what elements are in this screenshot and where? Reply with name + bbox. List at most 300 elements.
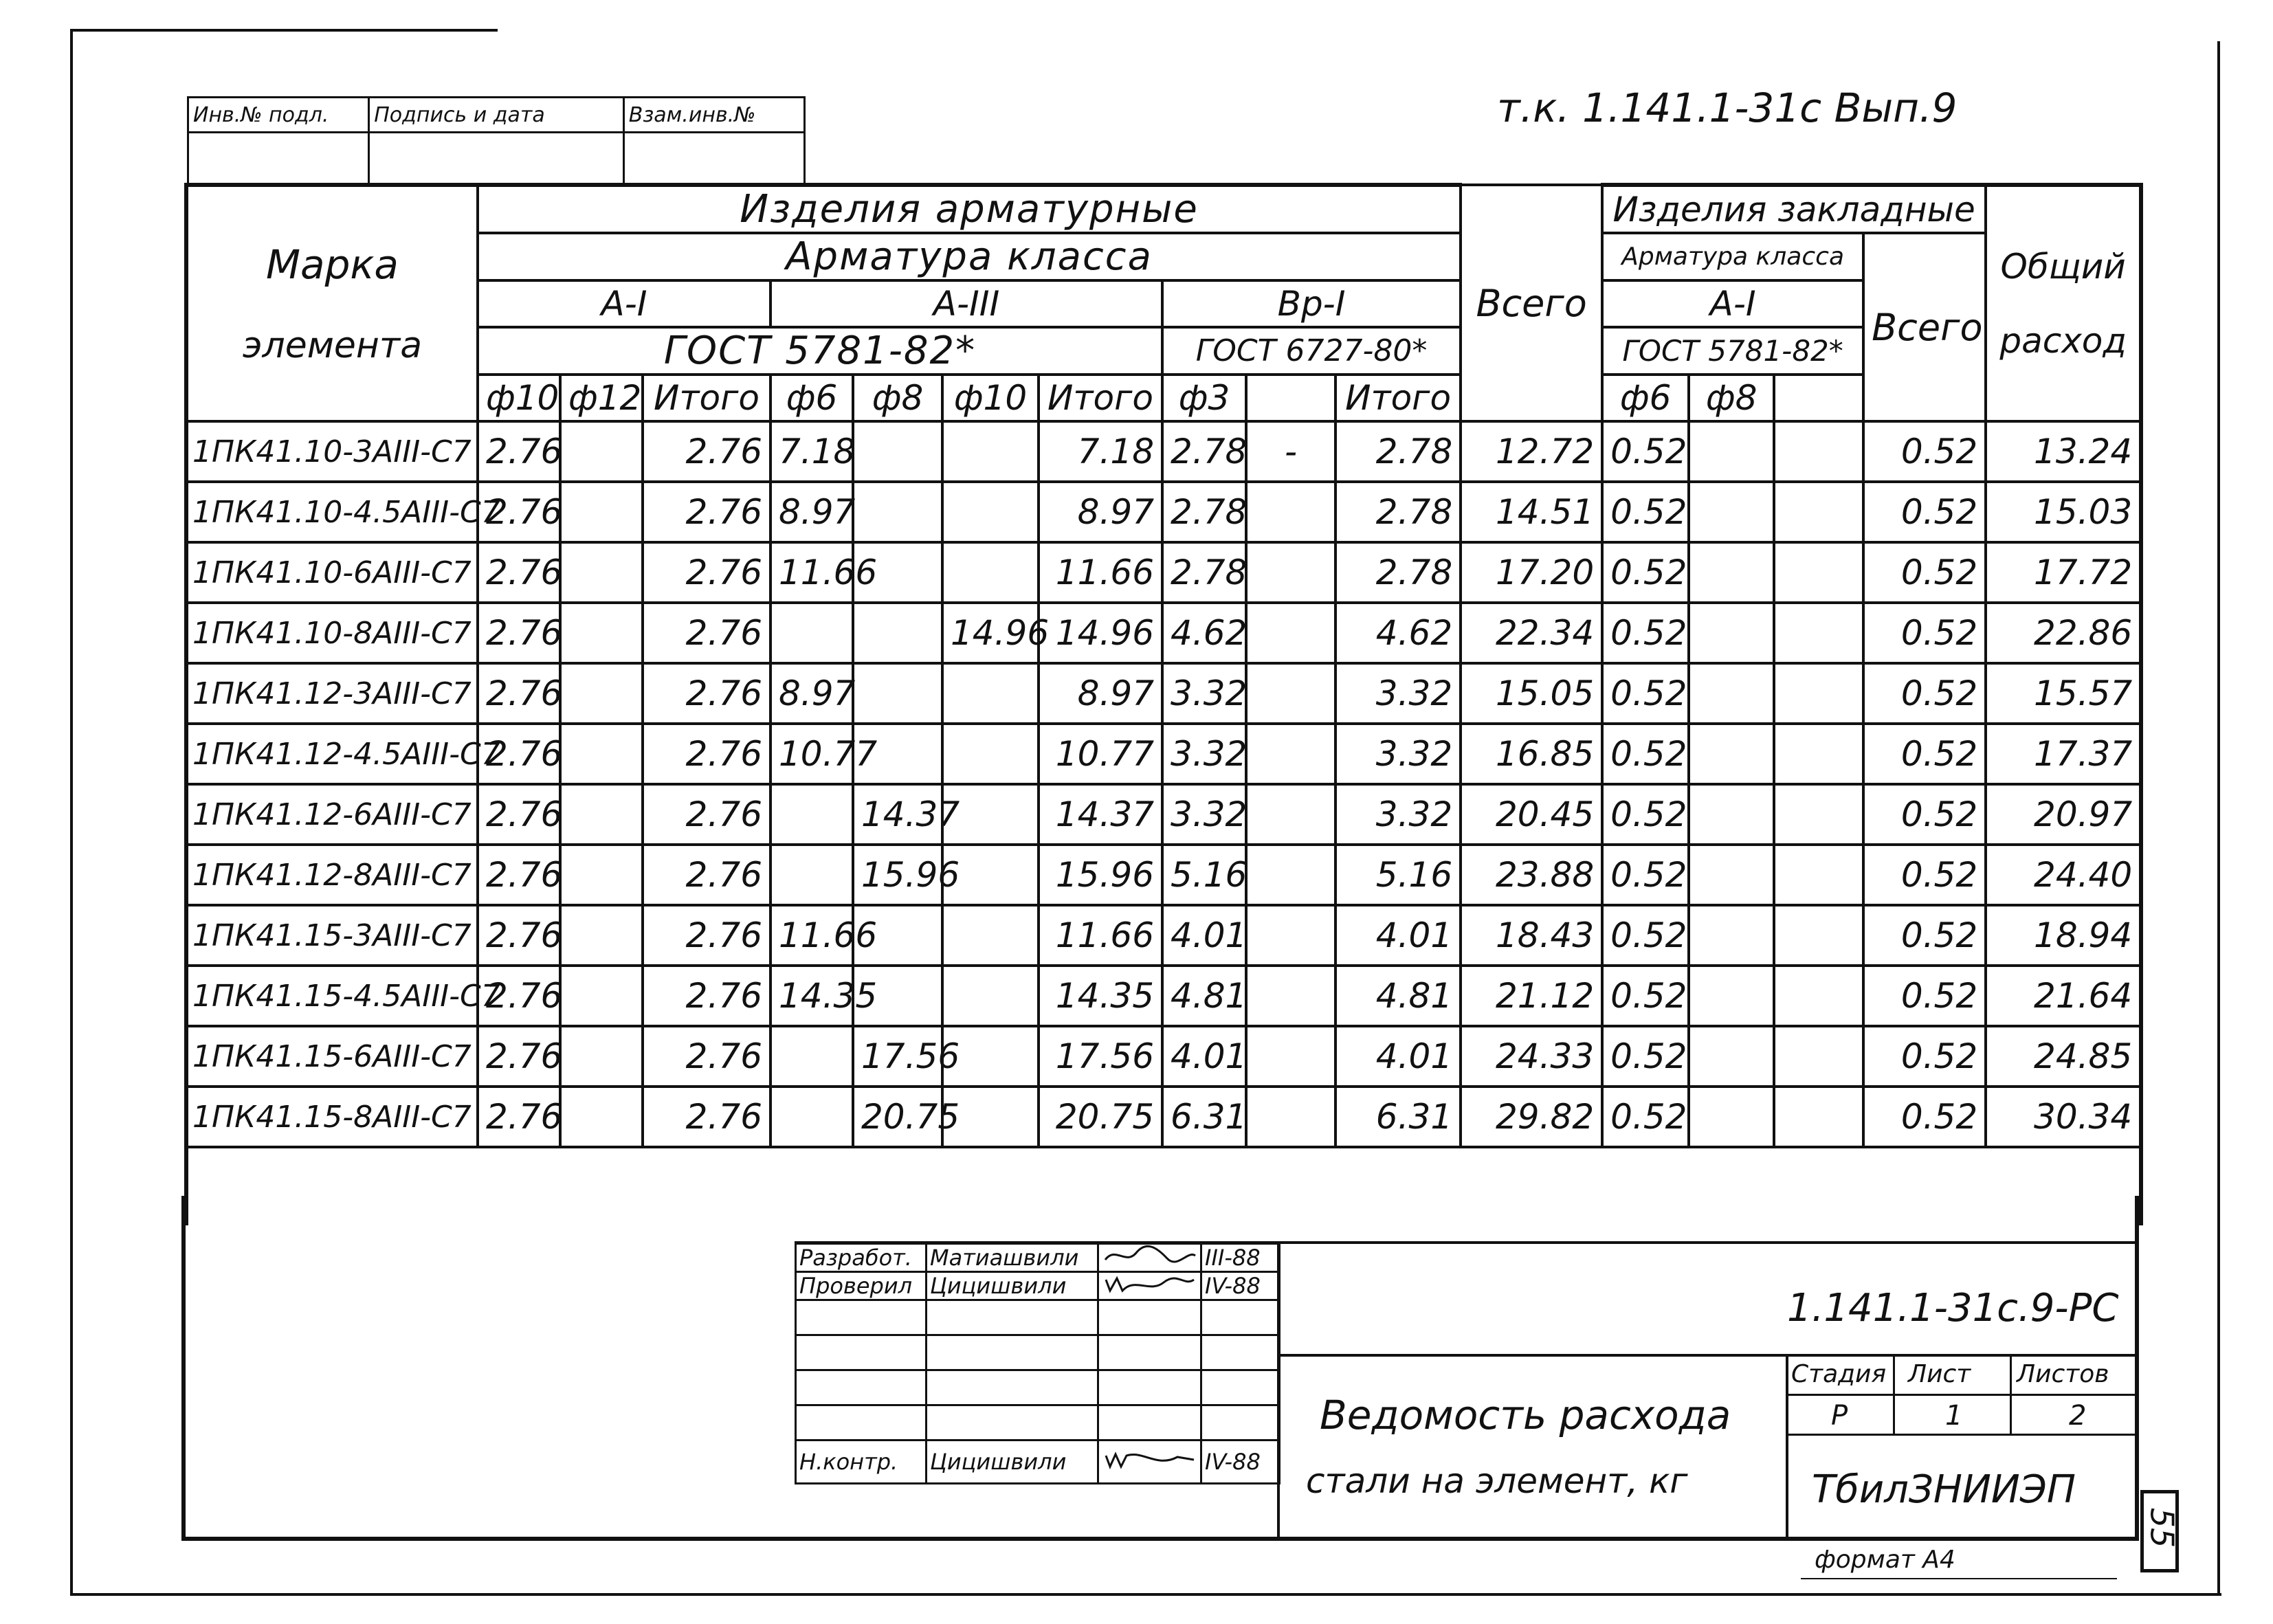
row-mark: 1ПК41.15-4.5АIII-С7 xyxy=(186,966,478,1026)
header-embedded-total: Всего xyxy=(1863,233,1986,421)
cell-all: 13.24 xyxy=(1986,421,2141,482)
row-mark: 1ПК41.15-6АIII-С7 xyxy=(186,1026,478,1087)
header-embedded-gost: ГОСТ 5781-82* xyxy=(1602,327,1863,375)
blank-cell xyxy=(796,1370,927,1405)
date-norm-control: IV-88 xyxy=(1201,1441,1280,1484)
row-mark: 1ПК41.12-4.5АIII-С7 xyxy=(186,724,478,784)
table-row xyxy=(186,845,2141,905)
cell-tot: 15.05 xyxy=(1461,663,1602,724)
cell-f10b xyxy=(942,724,1039,784)
cell-f8 xyxy=(853,421,942,482)
cell-f10b xyxy=(942,542,1039,603)
cell-f12 xyxy=(560,784,643,845)
cell-f12 xyxy=(560,1026,643,1087)
cell-x: - xyxy=(1246,421,1335,482)
cell-f10b xyxy=(942,966,1039,1026)
header-class-a1: A-I xyxy=(478,280,770,327)
row-mark: 1ПК41.15-8АIII-С7 xyxy=(186,1087,478,1147)
cell-f8 xyxy=(853,482,942,542)
row-mark: 1ПК41.10-4.5АIII-С7 xyxy=(186,482,478,542)
cell-f10b xyxy=(942,663,1039,724)
col-embedded-blank xyxy=(1774,375,1863,421)
blank-cell xyxy=(1098,1405,1201,1441)
cell-f3: 5.16 xyxy=(1162,845,1246,905)
cell-f6: 8.97 xyxy=(770,663,853,724)
sheets-header: Листов xyxy=(2017,1360,2109,1388)
cell-all: 24.40 xyxy=(1986,845,2141,905)
cell-tot: 24.33 xyxy=(1461,1026,1602,1087)
blank-cell xyxy=(1201,1335,1280,1370)
table-row xyxy=(186,542,2141,603)
cell-it3: 4.62 xyxy=(1335,603,1461,663)
cell-tot: 18.43 xyxy=(1461,905,1602,966)
cell-it1: 2.76 xyxy=(643,784,770,845)
blank-cell xyxy=(927,1370,1098,1405)
cell-f12 xyxy=(560,663,643,724)
cell-f3: 3.32 xyxy=(1162,663,1246,724)
cell-z3 xyxy=(1774,421,1863,482)
cell-z3 xyxy=(1774,905,1863,966)
cell-zf8 xyxy=(1689,663,1774,724)
cell-f8 xyxy=(853,603,942,663)
table-row xyxy=(186,905,2141,966)
cell-f12 xyxy=(560,905,643,966)
cell-it2: 11.66 xyxy=(1039,905,1162,966)
cell-f12 xyxy=(560,603,643,663)
cell-f10: 2.76 xyxy=(478,845,560,905)
document-code: 1.141.1-31с.9-РС xyxy=(1787,1286,2119,1331)
cell-zf6: 0.52 xyxy=(1602,482,1689,542)
cell-it2: 20.75 xyxy=(1039,1087,1162,1147)
cell-x xyxy=(1246,1087,1335,1147)
corner-replace-label: Взам.инв.№ xyxy=(623,98,804,133)
col-itogo-a3: Итого xyxy=(1039,375,1162,421)
series-label: т.к. 1.141.1-31с Вып.9 xyxy=(1497,85,1958,131)
cell-zf6: 0.52 xyxy=(1602,663,1689,724)
cell-f12 xyxy=(560,482,643,542)
cell-zf6: 0.52 xyxy=(1602,724,1689,784)
cell-zf8 xyxy=(1689,542,1774,603)
corner-stamp xyxy=(187,96,806,185)
table-row xyxy=(186,603,2141,663)
header-mark xyxy=(186,185,478,421)
cell-x xyxy=(1246,784,1335,845)
cell-all: 22.86 xyxy=(1986,603,2141,663)
cell-f8: 20.75 xyxy=(853,1087,942,1147)
table-row xyxy=(186,1087,2141,1147)
corner-cell xyxy=(369,133,624,184)
date-checker: IV-88 xyxy=(1201,1272,1280,1300)
cell-f10b xyxy=(942,482,1039,542)
cell-f10: 2.76 xyxy=(478,421,560,482)
col-embedded-f8: ф8 xyxy=(1689,375,1774,421)
cell-zf6: 0.52 xyxy=(1602,1087,1689,1147)
cell-f3: 6.31 xyxy=(1162,1087,1246,1147)
cell-tot: 21.12 xyxy=(1461,966,1602,1026)
cell-f10b xyxy=(942,905,1039,966)
steel-consumption-table xyxy=(184,183,2143,1225)
organization: ТбилЗНИИЭП xyxy=(1812,1467,2076,1512)
cell-ztot: 0.52 xyxy=(1863,966,1986,1026)
blank-cell xyxy=(1098,1300,1201,1335)
blank-cell xyxy=(1201,1300,1280,1335)
cell-it3: 2.78 xyxy=(1335,482,1461,542)
cell-all: 15.03 xyxy=(1986,482,2141,542)
role-checker: Проверил xyxy=(796,1272,927,1300)
cell-it3: 3.32 xyxy=(1335,724,1461,784)
stage-values-line xyxy=(1786,1434,2139,1436)
cell-it3: 3.32 xyxy=(1335,663,1461,724)
blank-cell xyxy=(1098,1370,1201,1405)
cell-x xyxy=(1246,663,1335,724)
col-f3: ф3 xyxy=(1162,375,1246,421)
sheet-bottom-edge xyxy=(181,1537,2139,1541)
role-developer: Разработ. xyxy=(796,1244,927,1272)
cell-x xyxy=(1246,845,1335,905)
cell-f6 xyxy=(770,1026,853,1087)
frame-right-line xyxy=(2217,41,2220,1594)
cell-tot: 14.51 xyxy=(1461,482,1602,542)
cell-it2: 15.96 xyxy=(1039,845,1162,905)
cell-f3: 3.32 xyxy=(1162,724,1246,784)
cell-zf6: 0.52 xyxy=(1602,603,1689,663)
cell-f3: 2.78 xyxy=(1162,421,1246,482)
cell-f12 xyxy=(560,1087,643,1147)
blank-cell xyxy=(927,1300,1098,1335)
cell-f3: 4.62 xyxy=(1162,603,1246,663)
table-row xyxy=(186,663,2141,724)
cell-zf8 xyxy=(1689,784,1774,845)
col-f6: ф6 xyxy=(770,375,853,421)
signature-norm-control xyxy=(1098,1441,1201,1484)
cell-zf8 xyxy=(1689,966,1774,1026)
cell-ztot: 0.52 xyxy=(1863,845,1986,905)
cell-f3: 2.78 xyxy=(1162,482,1246,542)
cell-it3: 2.78 xyxy=(1335,542,1461,603)
cell-it2: 14.35 xyxy=(1039,966,1162,1026)
cell-f6: 11.66 xyxy=(770,905,853,966)
cell-f10: 2.76 xyxy=(478,784,560,845)
col-f10-a3: ф10 xyxy=(942,375,1039,421)
cell-f12 xyxy=(560,421,643,482)
signature-developer xyxy=(1098,1244,1201,1272)
cell-it2: 17.56 xyxy=(1039,1026,1162,1087)
cell-zf6: 0.52 xyxy=(1602,966,1689,1026)
cell-x xyxy=(1246,542,1335,603)
row-mark: 1ПК41.12-6АIII-С7 xyxy=(186,784,478,845)
row-mark: 1ПК41.12-8АIII-С7 xyxy=(186,845,478,905)
cell-ztot: 0.52 xyxy=(1863,603,1986,663)
corner-cell xyxy=(188,133,369,184)
name-developer: Матиашвили xyxy=(927,1244,1098,1272)
cell-f3: 4.01 xyxy=(1162,1026,1246,1087)
col-f8: ф8 xyxy=(853,375,942,421)
cell-zf8 xyxy=(1689,482,1774,542)
title-stage-divider xyxy=(1786,1354,1788,1539)
cell-zf6: 0.52 xyxy=(1602,905,1689,966)
col-itogo-bp1: Итого xyxy=(1335,375,1461,421)
cell-tot: 29.82 xyxy=(1461,1087,1602,1147)
cell-all: 20.97 xyxy=(1986,784,2141,845)
cell-f10: 2.76 xyxy=(478,542,560,603)
row-mark: 1ПК41.10-6АIII-С7 xyxy=(186,542,478,603)
cell-x xyxy=(1246,1026,1335,1087)
cell-it1: 2.76 xyxy=(643,603,770,663)
cell-x xyxy=(1246,966,1335,1026)
cell-tot: 20.45 xyxy=(1461,784,1602,845)
sheet-right-edge xyxy=(2135,1196,2139,1541)
signature-checker xyxy=(1098,1272,1201,1300)
sheets-value: 2 xyxy=(2069,1400,2087,1432)
top-left-rule xyxy=(71,29,498,32)
cell-all: 18.94 xyxy=(1986,905,2141,966)
cell-it1: 2.76 xyxy=(643,663,770,724)
cell-all: 17.37 xyxy=(1986,724,2141,784)
frame-bottom-line xyxy=(70,1593,2221,1596)
cell-f6: 7.18 xyxy=(770,421,853,482)
col-blank xyxy=(1246,375,1335,421)
title-divider-v xyxy=(1277,1241,1280,1539)
cell-f6: 11.66 xyxy=(770,542,853,603)
cell-it1: 2.76 xyxy=(643,966,770,1026)
name-checker: Цицишвили xyxy=(927,1272,1098,1300)
cell-f12 xyxy=(560,845,643,905)
format-underline xyxy=(1801,1578,2117,1579)
cell-f6 xyxy=(770,784,853,845)
cell-it1: 2.76 xyxy=(643,482,770,542)
cell-zf6: 0.52 xyxy=(1602,421,1689,482)
corner-inv-label: Инв.№ подл. xyxy=(188,98,369,133)
corner-cell xyxy=(623,133,804,184)
cell-it3: 2.78 xyxy=(1335,421,1461,482)
table-row xyxy=(186,966,2141,1026)
cell-f3: 3.32 xyxy=(1162,784,1246,845)
cell-f10b xyxy=(942,421,1039,482)
header-gost-5781: ГОСТ 5781-82* xyxy=(478,327,1162,375)
cell-it2: 10.77 xyxy=(1039,724,1162,784)
cell-it3: 3.32 xyxy=(1335,784,1461,845)
cell-it1: 2.76 xyxy=(643,905,770,966)
cell-f12 xyxy=(560,966,643,1026)
cell-f3: 4.01 xyxy=(1162,905,1246,966)
cell-f8: 17.56 xyxy=(853,1026,942,1087)
cell-zf8 xyxy=(1689,1026,1774,1087)
header-embedded-a1: A-I xyxy=(1602,280,1863,327)
cell-f6: 14.35 xyxy=(770,966,853,1026)
table-blank-row xyxy=(186,1147,2141,1225)
cell-it1: 2.76 xyxy=(643,542,770,603)
header-gost-6727: ГОСТ 6727-80* xyxy=(1162,327,1461,375)
cell-tot: 12.72 xyxy=(1461,421,1602,482)
blank-cell xyxy=(927,1405,1098,1441)
document-title-line2: стали на элемент, кг xyxy=(1306,1461,1688,1501)
cell-z3 xyxy=(1774,663,1863,724)
blank-cell xyxy=(796,1335,927,1370)
cell-it3: 4.01 xyxy=(1335,1026,1461,1087)
cell-ztot: 0.52 xyxy=(1863,1026,1986,1087)
stage-value: Р xyxy=(1831,1400,1848,1432)
cell-ztot: 0.52 xyxy=(1863,724,1986,784)
cell-f6 xyxy=(770,603,853,663)
cell-zf6: 0.52 xyxy=(1602,542,1689,603)
blank-cell xyxy=(186,1147,2141,1225)
cell-f3: 4.81 xyxy=(1162,966,1246,1026)
cell-it3: 4.81 xyxy=(1335,966,1461,1026)
cell-f6: 10.77 xyxy=(770,724,853,784)
cell-x xyxy=(1246,482,1335,542)
cell-all: 17.72 xyxy=(1986,542,2141,603)
header-common-line1: Общий xyxy=(2000,246,2126,287)
format-label: формат А4 xyxy=(1815,1546,1955,1574)
cell-ztot: 0.52 xyxy=(1863,663,1986,724)
stage-header: Стадия xyxy=(1791,1360,1887,1388)
cell-x xyxy=(1246,603,1335,663)
document-title-line1: Ведомость расхода xyxy=(1320,1392,1731,1438)
cell-tot: 23.88 xyxy=(1461,845,1602,905)
cell-f10: 2.76 xyxy=(478,603,560,663)
cell-f6: 8.97 xyxy=(770,482,853,542)
cell-f12 xyxy=(560,724,643,784)
cell-it3: 4.01 xyxy=(1335,905,1461,966)
cell-f8: 14.37 xyxy=(853,784,942,845)
cell-ztot: 0.52 xyxy=(1863,784,1986,845)
cell-f8: 15.96 xyxy=(853,845,942,905)
cell-f8 xyxy=(853,663,942,724)
col-embedded-f6: ф6 xyxy=(1602,375,1689,421)
cell-it2: 8.97 xyxy=(1039,482,1162,542)
cell-it1: 2.76 xyxy=(643,1026,770,1087)
blank-cell xyxy=(796,1300,927,1335)
header-embedded-products: Изделия закладные xyxy=(1602,185,1986,233)
cell-it2: 7.18 xyxy=(1039,421,1162,482)
cell-all: 24.85 xyxy=(1986,1026,2141,1087)
row-mark: 1ПК41.10-3АIII-С7 xyxy=(186,421,478,482)
table-row xyxy=(186,421,2141,482)
sheet-value: 1 xyxy=(1945,1400,1963,1432)
blank-cell xyxy=(1098,1335,1201,1370)
cell-zf6: 0.52 xyxy=(1602,1026,1689,1087)
cell-f10: 2.76 xyxy=(478,482,560,542)
cell-z3 xyxy=(1774,542,1863,603)
col-itogo-a1: Итого xyxy=(643,375,770,421)
blank-cell xyxy=(796,1405,927,1441)
header-common-line2: расход xyxy=(1999,320,2127,361)
cell-all: 21.64 xyxy=(1986,966,2141,1026)
cell-f10: 2.76 xyxy=(478,1026,560,1087)
cell-f10b: 14.96 xyxy=(942,603,1039,663)
cell-ztot: 0.52 xyxy=(1863,1087,1986,1147)
cell-it1: 2.76 xyxy=(643,421,770,482)
cell-zf8 xyxy=(1689,845,1774,905)
corner-sign-label: Подпись и дата xyxy=(369,98,624,133)
cell-z3 xyxy=(1774,845,1863,905)
role-norm-control: Н.контр. xyxy=(796,1441,927,1484)
cell-it2: 14.96 xyxy=(1039,603,1162,663)
cell-f3: 2.78 xyxy=(1162,542,1246,603)
header-embedded-class: Арматура класса xyxy=(1602,233,1863,280)
header-rebar-class: Арматура класса xyxy=(478,233,1461,280)
cell-z3 xyxy=(1774,966,1863,1026)
cell-all: 30.34 xyxy=(1986,1087,2141,1147)
stage-col-line1 xyxy=(1893,1354,1895,1435)
table-row xyxy=(186,724,2141,784)
cell-ztot: 0.52 xyxy=(1863,482,1986,542)
cell-tot: 16.85 xyxy=(1461,724,1602,784)
page-number: 55 xyxy=(2143,1507,2181,1548)
title-top-line xyxy=(795,1241,2139,1244)
col-f10: ф10 xyxy=(478,375,560,421)
cell-f12 xyxy=(560,542,643,603)
cell-zf8 xyxy=(1689,905,1774,966)
cell-f10: 2.76 xyxy=(478,1087,560,1147)
header-common xyxy=(1986,185,2141,421)
row-mark: 1ПК41.12-3АIII-С7 xyxy=(186,663,478,724)
table-row xyxy=(186,482,2141,542)
cell-ztot: 0.52 xyxy=(1863,905,1986,966)
cell-it1: 2.76 xyxy=(643,845,770,905)
name-norm-control: Цицишвили xyxy=(927,1441,1098,1484)
header-mark-line1: Марка xyxy=(266,241,399,288)
cell-z3 xyxy=(1774,482,1863,542)
cell-it1: 2.76 xyxy=(643,1087,770,1147)
cell-zf8 xyxy=(1689,724,1774,784)
row-mark: 1ПК41.15-3АIII-С7 xyxy=(186,905,478,966)
cell-tot: 22.34 xyxy=(1461,603,1602,663)
cell-f10: 2.76 xyxy=(478,663,560,724)
sheet-left-edge xyxy=(181,1196,186,1539)
col-f12: ф12 xyxy=(560,375,643,421)
table-row xyxy=(186,784,2141,845)
blank-cell xyxy=(1201,1405,1280,1441)
cell-z3 xyxy=(1774,784,1863,845)
cell-ztot: 0.52 xyxy=(1863,542,1986,603)
cell-ztot: 0.52 xyxy=(1863,421,1986,482)
cell-x xyxy=(1246,905,1335,966)
signature-icon xyxy=(1102,1273,1198,1293)
date-developer: III-88 xyxy=(1201,1244,1280,1272)
cell-f10: 2.76 xyxy=(478,966,560,1026)
cell-it2: 8.97 xyxy=(1039,663,1162,724)
cell-it3: 5.16 xyxy=(1335,845,1461,905)
cell-zf8 xyxy=(1689,1087,1774,1147)
cell-z3 xyxy=(1774,724,1863,784)
frame-left-line xyxy=(70,29,73,1596)
cell-f10: 2.76 xyxy=(478,905,560,966)
blank-cell xyxy=(927,1335,1098,1370)
cell-z3 xyxy=(1774,1087,1863,1147)
cell-x xyxy=(1246,724,1335,784)
title-block-signatures xyxy=(795,1243,1280,1484)
table-row xyxy=(186,1026,2141,1087)
cell-it1: 2.76 xyxy=(643,724,770,784)
cell-all: 15.57 xyxy=(1986,663,2141,724)
cell-tot: 17.20 xyxy=(1461,542,1602,603)
cell-f10: 2.76 xyxy=(478,724,560,784)
sheet-header: Лист xyxy=(1908,1360,1971,1388)
header-class-bp1: Вр-I xyxy=(1162,280,1461,327)
stage-row-line xyxy=(1786,1394,2139,1396)
row-mark: 1ПК41.10-8АIII-С7 xyxy=(186,603,478,663)
cell-z3 xyxy=(1774,603,1863,663)
cell-zf8 xyxy=(1689,603,1774,663)
blank-cell xyxy=(1201,1370,1280,1405)
header-rebar-products: Изделия арматурные xyxy=(478,185,1461,233)
cell-zf8 xyxy=(1689,421,1774,482)
cell-it3: 6.31 xyxy=(1335,1087,1461,1147)
cell-it2: 14.37 xyxy=(1039,784,1162,845)
signature-icon xyxy=(1102,1447,1198,1471)
header-class-a3: A-III xyxy=(770,280,1162,327)
